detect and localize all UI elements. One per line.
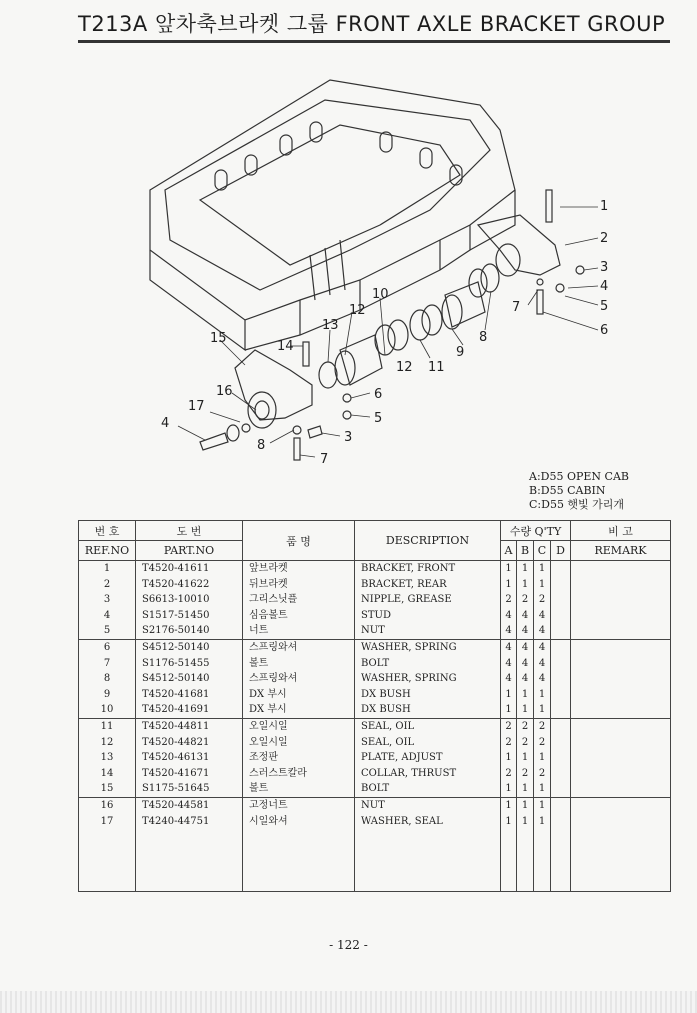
table-row	[79, 781, 671, 797]
cell-d	[551, 797, 571, 813]
cell-b: 1	[517, 702, 534, 718]
header-qty: 수량 Q'TY	[501, 521, 571, 541]
cell-ref: 5	[79, 623, 136, 639]
cell-a: 1	[501, 814, 517, 830]
cell-remark	[571, 718, 671, 734]
callout-7-left: 7	[320, 452, 329, 467]
table-row	[79, 561, 671, 577]
callout-8-left: 8	[257, 438, 266, 453]
cell-b	[517, 876, 534, 892]
callout-10: 9	[456, 345, 465, 360]
header-qty-d: D	[551, 541, 571, 561]
cell-ref	[79, 876, 136, 892]
cell-remark	[571, 623, 671, 639]
cell-part: T4520-41681	[136, 687, 243, 703]
cell-name: 스프링와셔	[243, 639, 355, 655]
header-qty-a: A	[501, 541, 517, 561]
cell-name: 오일시일	[243, 735, 355, 751]
callout-6-right: 3	[600, 260, 609, 275]
cell-name	[243, 845, 355, 861]
cell-c: 2	[534, 592, 551, 608]
table-row	[79, 797, 671, 813]
cell-remark	[571, 639, 671, 655]
cell-a	[501, 829, 517, 845]
cell-name: 볼트	[243, 781, 355, 797]
cell-remark	[571, 577, 671, 593]
cell-desc: COLLAR, THRUST	[355, 766, 501, 782]
cell-a: 1	[501, 702, 517, 718]
header-name-kor: 품 명	[243, 521, 355, 561]
cell-desc	[355, 876, 501, 892]
cell-ref: 15	[79, 781, 136, 797]
legend-a: A:D55 OPEN CAB	[529, 470, 629, 483]
legend-c: C:D55 햇빛 가리개	[529, 498, 625, 511]
cell-d	[551, 735, 571, 751]
cell-remark	[571, 814, 671, 830]
table-row	[79, 592, 671, 608]
cell-c: 4	[534, 639, 551, 655]
cell-remark	[571, 561, 671, 577]
cell-desc: NIPPLE, GREASE	[355, 592, 501, 608]
cell-desc: BRACKET, REAR	[355, 577, 501, 593]
cell-remark	[571, 876, 671, 892]
table-row	[79, 639, 671, 655]
cell-remark	[571, 829, 671, 845]
cell-a: 2	[501, 592, 517, 608]
header-ref-kor: 번 호	[79, 521, 136, 541]
cell-b: 2	[517, 718, 534, 734]
cell-remark	[571, 860, 671, 876]
cell-a	[501, 860, 517, 876]
cell-a: 2	[501, 735, 517, 751]
callout-6-left: 6	[374, 387, 383, 402]
legend-b: B:D55 CABIN	[529, 484, 606, 497]
cell-a: 1	[501, 781, 517, 797]
table-row	[79, 718, 671, 734]
cell-ref: 11	[79, 718, 136, 734]
exploded-diagram	[0, 50, 697, 470]
cell-a: 4	[501, 639, 517, 655]
cell-ref: 13	[79, 750, 136, 766]
cell-name: 스러스트칼라	[243, 766, 355, 782]
model-legend	[529, 470, 629, 512]
table-row	[79, 735, 671, 751]
cell-d	[551, 702, 571, 718]
cell-ref: 10	[79, 702, 136, 718]
cell-remark	[571, 687, 671, 703]
cell-c: 1	[534, 702, 551, 718]
cell-part: S1517-51450	[136, 608, 243, 624]
table-row	[79, 623, 671, 639]
cell-name: 볼트	[243, 656, 355, 672]
cell-d	[551, 781, 571, 797]
cell-remark	[571, 797, 671, 813]
table-row-empty	[79, 829, 671, 845]
cell-b: 4	[517, 608, 534, 624]
cell-c: 4	[534, 608, 551, 624]
cell-b: 2	[517, 592, 534, 608]
header-qty-c: C	[534, 541, 551, 561]
cell-name: 시일와셔	[243, 814, 355, 830]
cell-a: 4	[501, 608, 517, 624]
callout-4-left: 14	[277, 339, 294, 354]
cell-b	[517, 860, 534, 876]
cell-c	[534, 845, 551, 861]
cell-desc: DX BUSH	[355, 702, 501, 718]
cell-b: 4	[517, 671, 534, 687]
cell-part: T4240-44751	[136, 814, 243, 830]
cell-name: 심음볼트	[243, 608, 355, 624]
cell-ref	[79, 845, 136, 861]
cell-c: 1	[534, 561, 551, 577]
cell-part: S2176-50140	[136, 623, 243, 639]
cell-part	[136, 876, 243, 892]
table-row-empty	[79, 876, 671, 892]
cell-desc: BRACKET, FRONT	[355, 561, 501, 577]
cell-ref: 17	[79, 814, 136, 830]
cell-a: 1	[501, 687, 517, 703]
callout-15: 4	[161, 416, 170, 431]
cell-name	[243, 860, 355, 876]
cell-part: S1176-51455	[136, 656, 243, 672]
cell-name: DX 부시	[243, 702, 355, 718]
cell-b: 4	[517, 623, 534, 639]
cell-b	[517, 829, 534, 845]
callout-3-left: 3	[344, 430, 353, 445]
cell-ref: 14	[79, 766, 136, 782]
callout-14: 8	[479, 330, 488, 345]
cell-ref	[79, 860, 136, 876]
cell-d	[551, 814, 571, 830]
table-row-empty	[79, 845, 671, 861]
cell-remark	[571, 656, 671, 672]
cell-d	[551, 766, 571, 782]
title-rule	[78, 40, 670, 43]
cell-desc: BOLT	[355, 656, 501, 672]
frame-casting-outline	[150, 80, 515, 320]
callout-7-right: 6	[600, 323, 609, 338]
cell-desc	[355, 829, 501, 845]
cell-b	[517, 845, 534, 861]
cell-d	[551, 592, 571, 608]
cell-part: T4520-41611	[136, 561, 243, 577]
cell-part: T4520-41622	[136, 577, 243, 593]
cell-d	[551, 750, 571, 766]
cell-part: T4520-44581	[136, 797, 243, 813]
callout-4-right: 1	[600, 199, 609, 214]
cell-c: 1	[534, 781, 551, 797]
cell-ref: 3	[79, 592, 136, 608]
cell-desc: SEAL, OIL	[355, 735, 501, 751]
cell-ref	[79, 829, 136, 845]
cell-part	[136, 829, 243, 845]
cell-part: T4520-41671	[136, 766, 243, 782]
cell-c: 1	[534, 687, 551, 703]
cell-b: 4	[517, 639, 534, 655]
callout-16: 17	[188, 399, 205, 414]
cell-b: 1	[517, 814, 534, 830]
cell-c: 2	[534, 735, 551, 751]
cell-name: 너트	[243, 623, 355, 639]
cell-b: 1	[517, 577, 534, 593]
parts-table-body	[79, 561, 671, 892]
cell-a: 4	[501, 671, 517, 687]
cell-d	[551, 687, 571, 703]
callout-17: 16	[216, 384, 233, 399]
cell-b: 4	[517, 656, 534, 672]
cell-part: S1175-51645	[136, 781, 243, 797]
cell-remark	[571, 781, 671, 797]
cell-d	[551, 608, 571, 624]
callout-13: 13	[322, 318, 339, 333]
callout-8-right: 7	[512, 300, 521, 315]
header-remark-kor: 비 고	[571, 521, 671, 541]
cell-d	[551, 829, 571, 845]
page-number: - 122 -	[329, 938, 368, 952]
cell-name: 고정너트	[243, 797, 355, 813]
cell-d	[551, 671, 571, 687]
header-part-eng: PART.NO	[136, 541, 243, 561]
cell-c: 4	[534, 656, 551, 672]
callout-9: 12	[349, 303, 366, 318]
cell-remark	[571, 735, 671, 751]
cell-part: S6613-10010	[136, 592, 243, 608]
cell-ref: 1	[79, 561, 136, 577]
header-ref-eng: REF.NO	[79, 541, 136, 561]
header-part-kor: 도 번	[136, 521, 243, 541]
cell-a	[501, 845, 517, 861]
table-row	[79, 671, 671, 687]
cell-desc	[355, 860, 501, 876]
cell-b: 2	[517, 766, 534, 782]
diagram-drawing	[0, 50, 697, 470]
cell-part	[136, 845, 243, 861]
cell-name: 스프링와셔	[243, 671, 355, 687]
cell-d	[551, 845, 571, 861]
cell-d	[551, 718, 571, 734]
cell-a: 1	[501, 750, 517, 766]
cell-desc: DX BUSH	[355, 687, 501, 703]
callout-2: 2	[600, 231, 609, 246]
cell-remark	[571, 608, 671, 624]
header-qty-b: B	[517, 541, 534, 561]
cell-name: 앞브라켓	[243, 561, 355, 577]
cell-d	[551, 656, 571, 672]
callout-11: 10	[372, 287, 389, 302]
cell-name: 오일시일	[243, 718, 355, 734]
page-title: T213A 앞차축브라켓 그룹 FRONT AXLE BRACKET GROUP	[78, 12, 666, 36]
cell-d	[551, 860, 571, 876]
cell-b: 2	[517, 735, 534, 751]
cell-desc: NUT	[355, 797, 501, 813]
cell-desc: NUT	[355, 623, 501, 639]
cell-part: T4520-46131	[136, 750, 243, 766]
callout-5-left: 5	[374, 411, 383, 426]
table-row	[79, 702, 671, 718]
cell-name: 조정판	[243, 750, 355, 766]
header-remark-eng: REMARK	[571, 541, 671, 561]
cell-name: 그리스닛플	[243, 592, 355, 608]
cell-c: 1	[534, 577, 551, 593]
cell-c: 1	[534, 814, 551, 830]
callout-3-right: 5	[600, 299, 609, 314]
callout-5-right: 4	[600, 279, 609, 294]
cell-c	[534, 860, 551, 876]
callout-1: 15	[210, 331, 227, 346]
cell-a: 4	[501, 656, 517, 672]
cell-remark	[571, 702, 671, 718]
cell-ref: 7	[79, 656, 136, 672]
cell-c: 2	[534, 766, 551, 782]
cell-ref: 8	[79, 671, 136, 687]
cell-desc: PLATE, ADJUST	[355, 750, 501, 766]
table-row	[79, 750, 671, 766]
cell-c: 4	[534, 623, 551, 639]
cell-b: 1	[517, 781, 534, 797]
front-bracket	[235, 350, 312, 420]
table-row	[79, 766, 671, 782]
cell-a: 4	[501, 623, 517, 639]
cell-a: 1	[501, 561, 517, 577]
cell-b: 1	[517, 561, 534, 577]
cell-desc	[355, 845, 501, 861]
cell-name: DX 부시	[243, 687, 355, 703]
cell-part: S4512-50140	[136, 671, 243, 687]
cell-part: T4520-44821	[136, 735, 243, 751]
callout-12: 11	[428, 360, 445, 375]
header-description: DESCRIPTION	[355, 521, 501, 561]
cell-part	[136, 860, 243, 876]
cell-d	[551, 577, 571, 593]
cell-desc: SEAL, OIL	[355, 718, 501, 734]
table-row	[79, 608, 671, 624]
cell-ref: 12	[79, 735, 136, 751]
cell-part: T4520-44811	[136, 718, 243, 734]
cell-a	[501, 876, 517, 892]
cell-a: 2	[501, 766, 517, 782]
table-row	[79, 577, 671, 593]
callout-12-second: 12	[396, 360, 413, 375]
cell-ref: 4	[79, 608, 136, 624]
cell-d	[551, 623, 571, 639]
cell-desc: STUD	[355, 608, 501, 624]
cell-part: S4512-50140	[136, 639, 243, 655]
table-row	[79, 814, 671, 830]
table-row	[79, 656, 671, 672]
cell-b: 1	[517, 687, 534, 703]
cell-c: 4	[534, 671, 551, 687]
cell-part: T4520-41691	[136, 702, 243, 718]
cell-d	[551, 639, 571, 655]
cell-d	[551, 876, 571, 892]
cell-remark	[571, 766, 671, 782]
cell-a: 1	[501, 577, 517, 593]
cell-d	[551, 561, 571, 577]
cell-c	[534, 876, 551, 892]
cell-name	[243, 876, 355, 892]
scan-edge	[0, 991, 697, 1013]
cell-ref: 6	[79, 639, 136, 655]
cell-a: 2	[501, 718, 517, 734]
cell-c: 1	[534, 797, 551, 813]
cell-ref: 9	[79, 687, 136, 703]
cell-c: 2	[534, 718, 551, 734]
cell-c: 1	[534, 750, 551, 766]
cell-remark	[571, 671, 671, 687]
cell-name: 뒤브라켓	[243, 577, 355, 593]
cell-desc: WASHER, SPRING	[355, 639, 501, 655]
table-row	[79, 687, 671, 703]
cell-remark	[571, 845, 671, 861]
cell-desc: BOLT	[355, 781, 501, 797]
table-row-empty	[79, 860, 671, 876]
cell-remark	[571, 750, 671, 766]
cell-ref: 16	[79, 797, 136, 813]
cell-desc: WASHER, SPRING	[355, 671, 501, 687]
cell-c	[534, 829, 551, 845]
parts-table	[78, 520, 671, 892]
cell-desc: WASHER, SEAL	[355, 814, 501, 830]
cell-ref: 2	[79, 577, 136, 593]
cell-remark	[571, 592, 671, 608]
cell-b: 1	[517, 750, 534, 766]
cell-b: 1	[517, 797, 534, 813]
cell-name	[243, 829, 355, 845]
cell-a: 1	[501, 797, 517, 813]
